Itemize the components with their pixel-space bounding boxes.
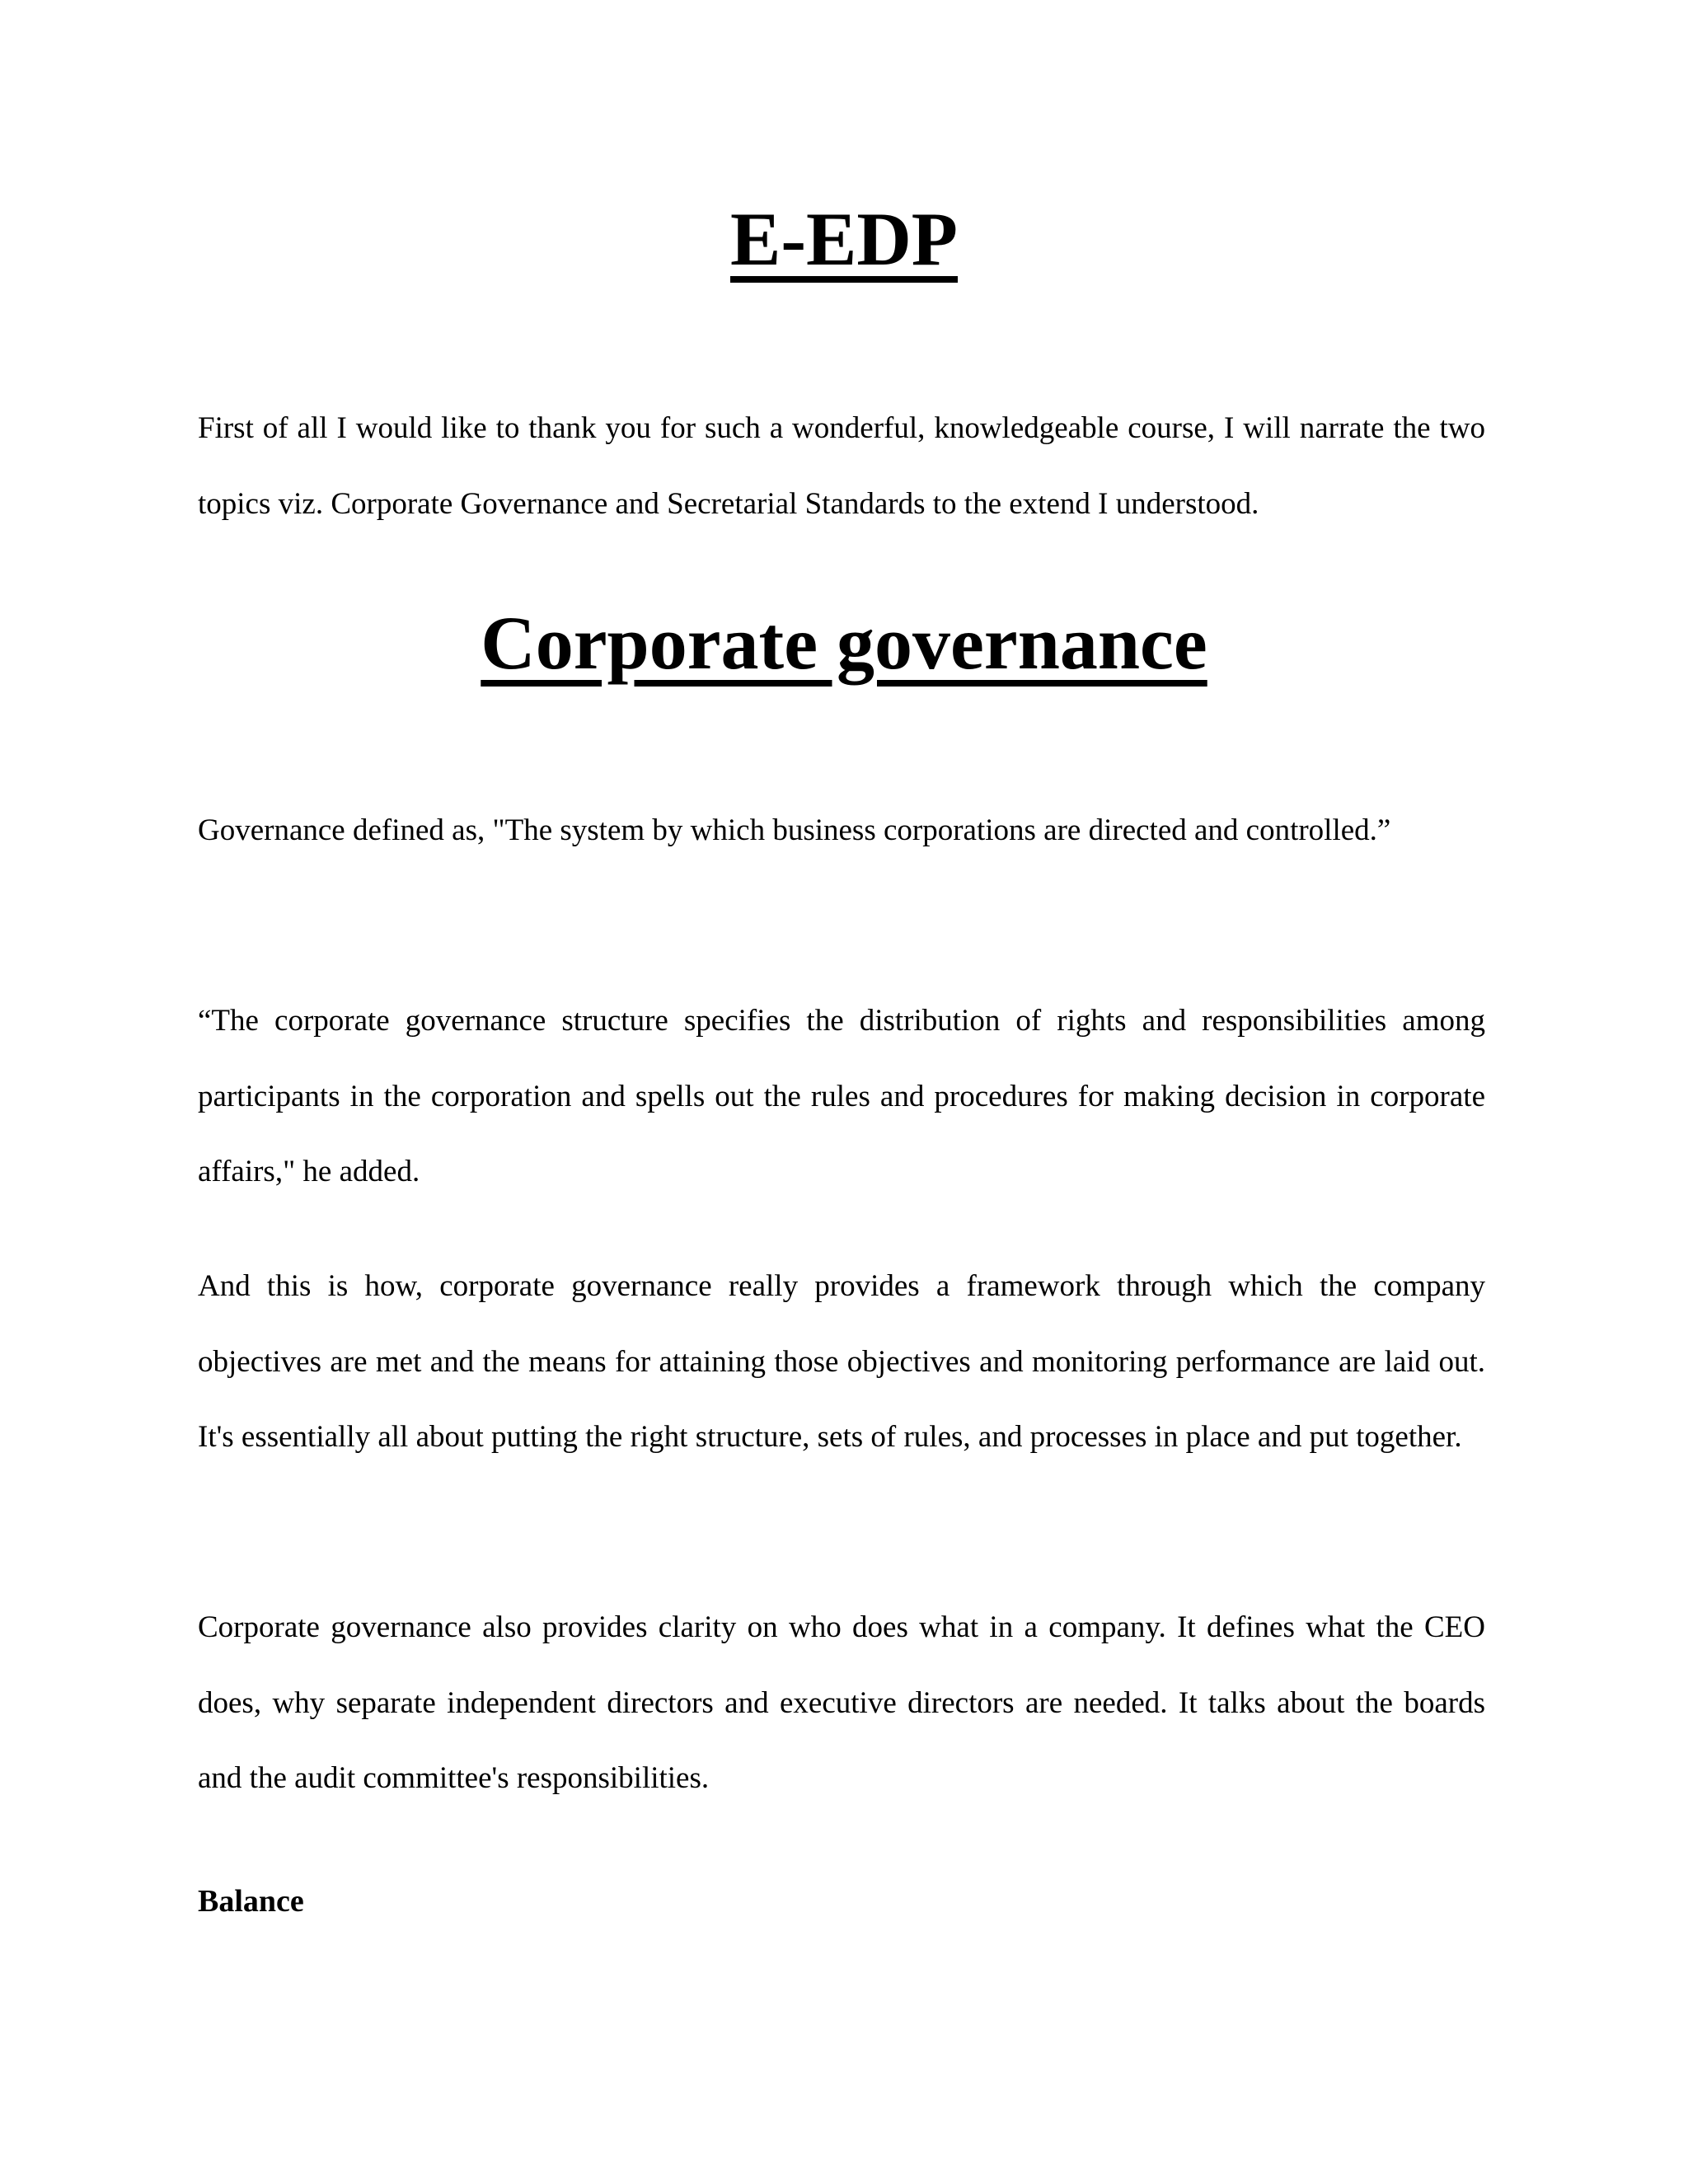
paragraph-structure: “The corporate governance structure specifies the distribution of rights and responsibilities among participants in the corporation and spells out the rules and procedures for making decision in corporate affairs," he added.	[198, 1004, 1485, 1188]
subheading-balance: Balance	[198, 1884, 304, 1919]
paragraph-framework: And this is how, corporate governance really provides a framework through which the company objectives are met and the means for attaining those objectives and monitoring performance are laid out. It's essentially all about putting the right structure, sets of rules, and processes in place and put together.	[198, 1269, 1485, 1454]
paragraph-definition: Governance defined as, "The system by which business corporations are directed and controlled.”	[198, 813, 1391, 847]
document-title: E-EDP	[730, 197, 958, 281]
intro-paragraph: First of all I would like to thank you for such a wonderful, knowledgeable course, I will narrate the two topics viz. Corporate Governance and Secretarial Standards to the extend I understood.	[198, 411, 1485, 521]
section-heading: Corporate governance	[481, 601, 1207, 685]
paragraph-clarity: Corporate governance also provides clarity on who does what in a company. It defines what the CEO does, why separate independent directors and executive directors are needed. It talks about the boards and the audit committee's responsibilities.	[198, 1610, 1485, 1795]
